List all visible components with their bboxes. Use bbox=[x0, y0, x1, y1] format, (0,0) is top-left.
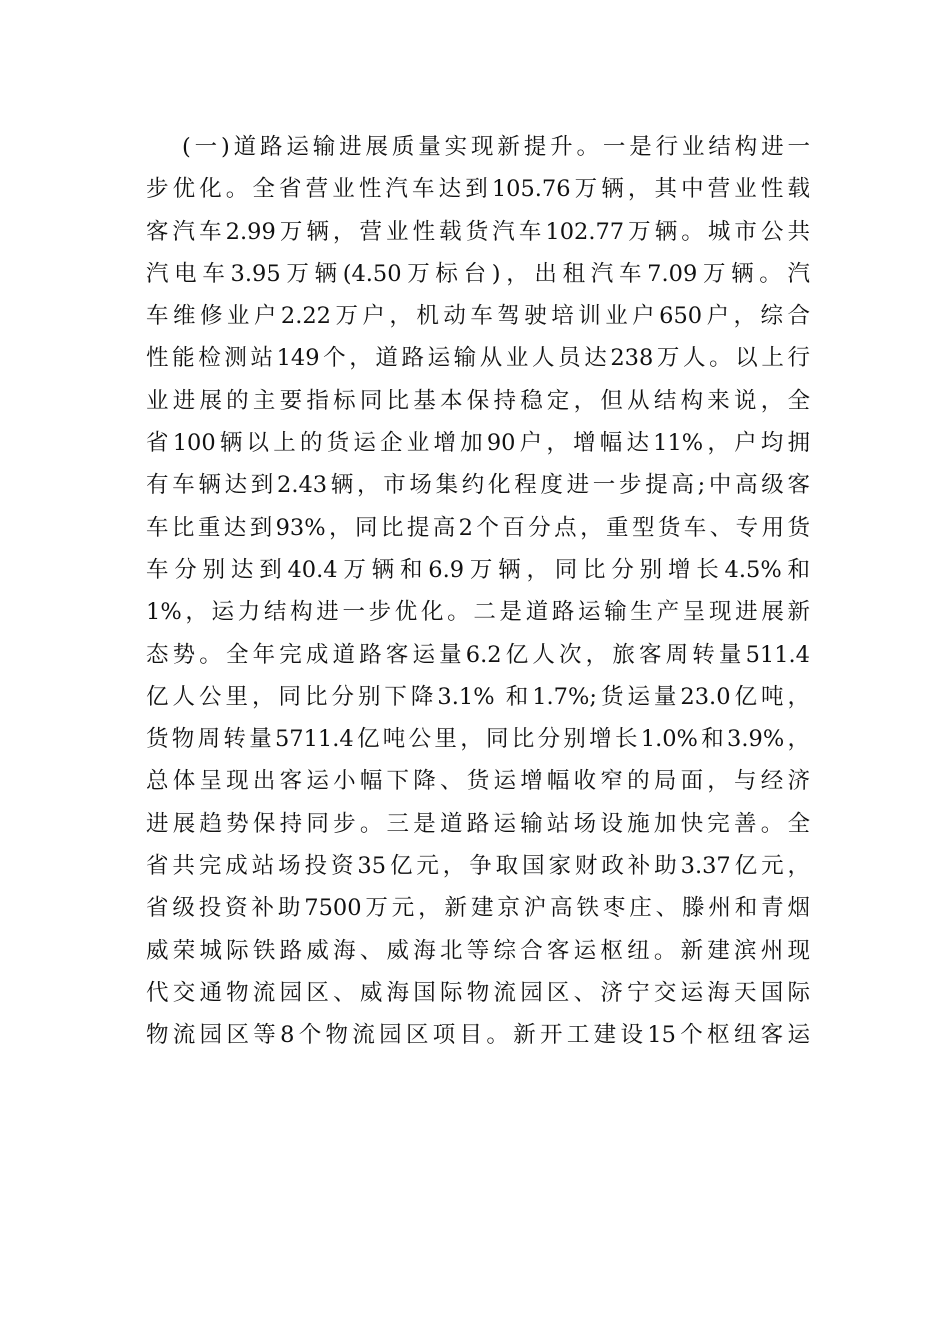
text-line: 态势。全年完成道路客运量6.2亿人次，旅客周转量511.4 bbox=[146, 641, 810, 668]
text-line: 亿人公里，同比分别下降3.1% 和1.7%;货运量23.0亿吨， bbox=[146, 683, 810, 710]
text-line: 业进展的主要指标同比基本保持稳定，但从结构来说，全 bbox=[146, 387, 810, 414]
text-line: 省100辆以上的货运企业增加90户，增幅达11%，户均拥 bbox=[146, 430, 810, 457]
text-line: 省级投资补助7500万元，新建京沪高铁枣庄、滕州和青烟 bbox=[146, 895, 810, 922]
text-line: 总体呈现出客运小幅下降、货运增幅收窄的局面，与经济 bbox=[146, 768, 810, 795]
text-line: 有车辆达到2.43辆，市场集约化程度进一步提高;中高级客 bbox=[146, 472, 810, 499]
text-line: 客汽车2.99万辆，营业性载货汽车102.77万辆。城市公共 bbox=[146, 218, 810, 245]
body-paragraph bbox=[146, 126, 810, 1057]
text-line: 性能检测站149个，道路运输从业人员达238万人。以上行 bbox=[146, 345, 810, 372]
text-line: 进展趋势保持同步。三是道路运输站场设施加快完善。全 bbox=[146, 810, 810, 837]
text-line: 代交通物流园区、威海国际物流园区、济宁交运海天国际 bbox=[146, 979, 810, 1006]
text-line: 汽电车3.95万辆(4.50万标台)，出租汽车7.09万辆。汽 bbox=[146, 260, 810, 287]
text-line: 车比重达到93%，同比提高2个百分点，重型货车、专用货 bbox=[146, 514, 810, 541]
text-line: 省共完成站场投资35亿元，争取国家财政补助3.37亿元， bbox=[146, 853, 810, 880]
text-line: 步优化。全省营业性汽车达到105.76万辆，其中营业性载 bbox=[146, 176, 810, 203]
text-line: 车分别达到40.4万辆和6.9万辆，同比分别增长4.5%和 bbox=[146, 556, 810, 583]
text-line: (一)道路运输进展质量实现新提升。一是行业结构进一 bbox=[182, 134, 810, 160]
text-line: 物流园区等8个物流园区项目。新开工建设15个枢纽客运 bbox=[146, 1022, 810, 1049]
text-line: 威荣城际铁路威海、威海北等综合客运枢纽。新建滨州现 bbox=[146, 937, 810, 964]
text-line: 1%，运力结构进一步优化。二是道路运输生产呈现进展新 bbox=[146, 599, 810, 626]
text-line: 车维修业户2.22万户，机动车驾驶培训业户650户，综合 bbox=[146, 303, 810, 330]
text-line: 货物周转量5711.4亿吨公里，同比分别增长1.0%和3.9%， bbox=[146, 726, 810, 753]
